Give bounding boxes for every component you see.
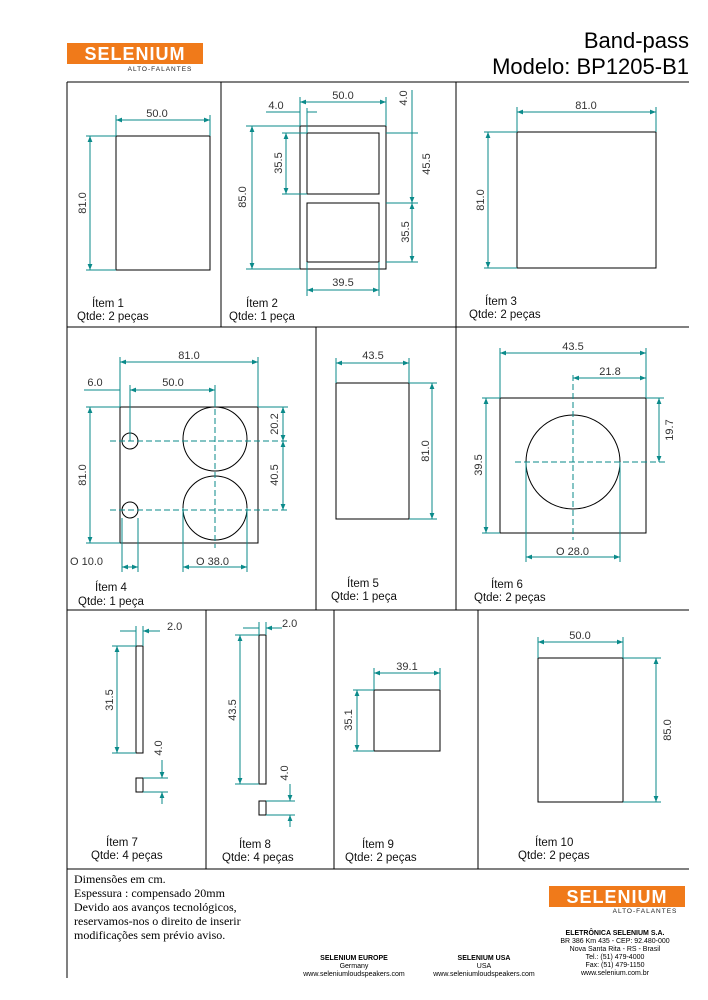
item-2-margin-label: 4.0 bbox=[268, 100, 284, 112]
item-5-qty: Qtde: 1 peça bbox=[331, 591, 397, 603]
item-6-centerlines bbox=[515, 375, 665, 540]
item-4-drawing bbox=[70, 350, 290, 608]
item-5-label: Ítem 5 bbox=[347, 578, 379, 590]
item-2-width-label: 50.0 bbox=[332, 90, 354, 102]
item-1-height-label: 81.0 bbox=[77, 192, 89, 214]
brand-logo-top bbox=[67, 43, 203, 73]
item-6-center-x-label: 21.8 bbox=[599, 366, 621, 378]
company-city: Nova Santa Rita - RS - Brasil bbox=[569, 946, 661, 953]
note-line: Dimensões em cm. bbox=[74, 872, 166, 886]
item-6-qty: Qtde: 2 peças bbox=[474, 592, 546, 604]
item-10-dimensions bbox=[538, 637, 661, 802]
item-7-thickness-label: 2.0 bbox=[167, 621, 183, 633]
item-2-top-margin-label: 4.0 bbox=[398, 90, 410, 106]
item-7-width-label: 4.0 bbox=[153, 740, 165, 756]
item-4-hole-spacing-label: 40.5 bbox=[269, 464, 281, 486]
notes-block bbox=[74, 872, 241, 942]
company-tel: Tel.: (51) 479-4000 bbox=[585, 954, 645, 961]
item-2-label: Ítem 2 bbox=[246, 298, 278, 310]
item-2-opening-top bbox=[307, 133, 379, 194]
item-3-width-label: 81.0 bbox=[575, 100, 597, 112]
item-8-end-view bbox=[259, 801, 266, 815]
item-4-panel bbox=[120, 407, 258, 543]
brand-logo-bottom bbox=[549, 886, 685, 915]
item-4-driver-hole-diameter: O 38.0 bbox=[196, 556, 230, 568]
note-line: reservamos-nos o direito de inserir bbox=[74, 914, 241, 928]
item-9-label: Ítem 9 bbox=[362, 839, 394, 851]
usa-url: www.seleniumloudspeakers.com bbox=[433, 971, 535, 978]
item-2-opening2-height-label: 35.5 bbox=[400, 221, 412, 243]
footer-company bbox=[560, 928, 669, 977]
item-9-qty: Qtde: 2 peças bbox=[345, 852, 417, 864]
usa-title: SELENIUM USA bbox=[457, 955, 511, 962]
item-2-qty: Qtde: 1 peça bbox=[229, 311, 295, 323]
item-7-dimensions bbox=[112, 626, 168, 804]
item-9-width-label: 39.1 bbox=[396, 661, 418, 673]
item-6-width-label: 43.5 bbox=[562, 341, 584, 353]
company-fax: Fax: (51) 479-1150 bbox=[585, 962, 645, 969]
item-1-qty: Qtde: 2 peças bbox=[77, 311, 149, 323]
item-8-qty: Qtde: 4 peças bbox=[222, 852, 294, 864]
note-line: Devido aos avanços tecnológicos, bbox=[74, 900, 237, 914]
item-9-drawing bbox=[343, 661, 440, 864]
footer-usa bbox=[432, 955, 535, 978]
item-6-drawing bbox=[473, 341, 676, 604]
item-3-panel bbox=[517, 132, 656, 268]
company-site: www.selenium.com.br bbox=[580, 970, 650, 977]
item-2-panel bbox=[300, 126, 386, 269]
item-4-label: Ítem 4 bbox=[95, 582, 127, 594]
item-8-label: Ítem 8 bbox=[239, 839, 271, 851]
item-8-strip bbox=[259, 635, 266, 784]
item-2-height-label: 85.0 bbox=[237, 186, 249, 208]
item-1-width-label: 50.0 bbox=[146, 108, 168, 120]
company-name: ELETRÔNICA SELENIUM S.A. bbox=[565, 930, 665, 937]
item-2-opening-bottom bbox=[307, 203, 379, 262]
item-1-dimensions bbox=[86, 115, 210, 270]
item-3-label: Ítem 3 bbox=[485, 296, 517, 308]
logo-tagline: ALTO-FALANTES bbox=[612, 908, 678, 915]
item-10-drawing bbox=[518, 630, 674, 862]
item-9-height-label: 35.1 bbox=[343, 709, 355, 731]
usa-country: USA bbox=[476, 963, 492, 970]
item-9-dimensions bbox=[353, 668, 440, 751]
item-5-dimensions bbox=[336, 358, 437, 519]
item-5-drawing bbox=[331, 350, 437, 603]
item-5-width-label: 43.5 bbox=[362, 350, 384, 362]
item-3-qty: Qtde: 2 peças bbox=[469, 309, 541, 321]
item-3-dimensions bbox=[484, 107, 656, 268]
item-4-width-label: 81.0 bbox=[178, 350, 200, 362]
item-7-length-label: 31.5 bbox=[104, 689, 116, 711]
item-10-width-label: 50.0 bbox=[569, 630, 591, 642]
title-line2: Modelo: BP1205-B1 bbox=[492, 54, 689, 79]
item-2-offset-label: 45.5 bbox=[421, 153, 433, 175]
logo-tagline: ALTO-FALANTES bbox=[127, 66, 193, 73]
item-6-hole-diameter: O 28.0 bbox=[556, 546, 590, 558]
item-6-label: Ítem 6 bbox=[491, 579, 523, 591]
item-4-height-label: 81.0 bbox=[77, 464, 89, 486]
footer-europe bbox=[302, 955, 405, 978]
item-4-spacing-label: 50.0 bbox=[162, 377, 184, 389]
item-8-length-label: 43.5 bbox=[227, 699, 239, 721]
item-4-dimensions bbox=[84, 357, 288, 572]
item-3-drawing bbox=[469, 100, 656, 321]
logo-name: SELENIUM bbox=[84, 44, 186, 64]
item-4-margin-label: 6.0 bbox=[87, 377, 103, 389]
europe-title: SELENIUM EUROPE bbox=[320, 955, 388, 962]
item-2-opening-height-label: 35.5 bbox=[273, 152, 285, 174]
item-6-center-y-label: 19.7 bbox=[664, 419, 676, 441]
item-8-width-label: 4.0 bbox=[279, 765, 291, 781]
item-1-panel bbox=[116, 136, 210, 270]
logo-name: SELENIUM bbox=[566, 887, 668, 907]
note-line: modificações sem prévio aviso. bbox=[74, 928, 226, 942]
item-7-strip bbox=[136, 646, 143, 753]
item-8-thickness-label: 2.0 bbox=[282, 618, 298, 630]
item-8-dimensions bbox=[235, 622, 295, 827]
note-line: Espessura : compensado 20mm bbox=[74, 886, 225, 900]
item-4-centerlines bbox=[110, 400, 290, 548]
item-1-label: Ítem 1 bbox=[92, 298, 124, 310]
item-10-qty: Qtde: 2 peças bbox=[518, 850, 590, 862]
europe-country: Germany bbox=[339, 963, 369, 970]
title-line1: Band-pass bbox=[583, 28, 689, 53]
item-7-drawing bbox=[91, 621, 182, 862]
item-4-qty: Qtde: 1 peça bbox=[78, 596, 144, 608]
item-7-qty: Qtde: 4 peças bbox=[91, 850, 163, 862]
item-4-small-hole-diameter: O 10.0 bbox=[70, 556, 104, 568]
item-7-end-view bbox=[136, 778, 143, 792]
company-address: BR 386 Km 435 - CEP: 92.480-000 bbox=[560, 938, 670, 945]
item-2-drawing bbox=[229, 90, 433, 323]
europe-url: www.seleniumloudspeakers.com bbox=[303, 971, 405, 978]
item-8-drawing bbox=[222, 618, 297, 864]
item-3-height-label: 81.0 bbox=[475, 189, 487, 211]
item-10-panel bbox=[538, 658, 623, 802]
item-9-panel bbox=[374, 690, 440, 751]
item-5-height-label: 81.0 bbox=[420, 440, 432, 462]
item-2-opening-width-label: 39.5 bbox=[332, 277, 354, 289]
item-2-dimensions bbox=[246, 90, 418, 296]
item-5-panel bbox=[336, 383, 409, 519]
item-10-height-label: 85.0 bbox=[662, 719, 674, 741]
item-4-top-offset-label: 20.2 bbox=[269, 413, 281, 435]
item-1-drawing bbox=[77, 108, 210, 323]
item-7-label: Ítem 7 bbox=[106, 837, 138, 849]
item-6-height-label: 39.5 bbox=[473, 454, 485, 476]
item-10-label: Ítem 10 bbox=[535, 837, 574, 849]
